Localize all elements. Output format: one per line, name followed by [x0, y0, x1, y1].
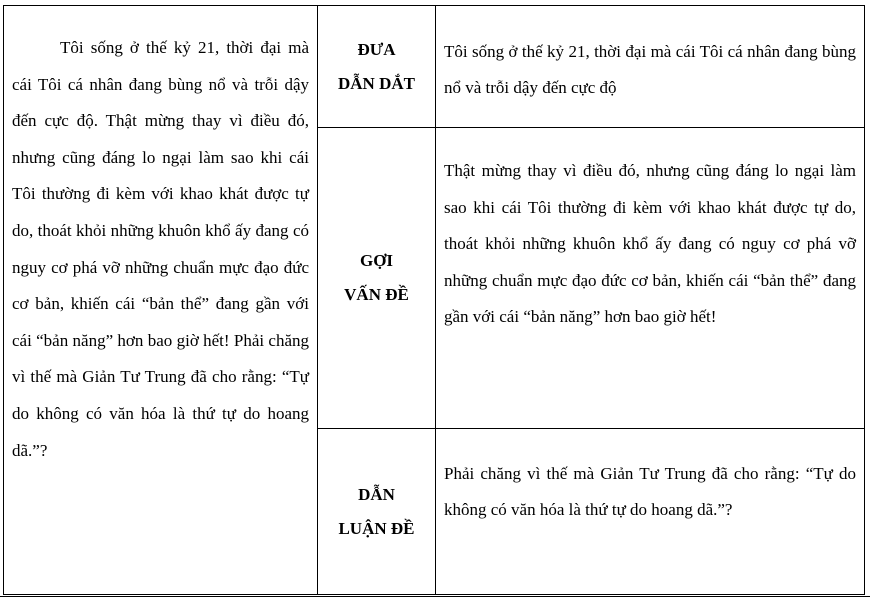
label-line-2: DẪN DẮT — [338, 73, 415, 93]
content-text: Tôi sống ở thế kỷ 21, thời đại mà cái Tôi cá nhân đang bùng nổ và trỗi dậy đến cực độ — [444, 42, 856, 97]
content-cell-dan-dat — [436, 6, 865, 128]
label-cell-dan-luan-de — [318, 429, 436, 595]
label-line-1: GỢI — [359, 251, 394, 270]
intro-paragraph-cell — [4, 6, 318, 595]
intro-paragraph: Tôi sống ở thế kỷ 21, thời đại mà cái Tôi cá nhân đang bùng nổ và trỗi dậy đến cực độ. Thật mừng thay vì điều đó, nhưng cũng đáng lo ngại làm sao khi cái Tôi thường đi kèm với khao khát được tự do, thoát khỏi những khuôn khổ ấy đang có nguy cơ phá vỡ những chuẩn mực đạo đức cơ bản, khiến cái “bản thể” đang gần với cái “bản năng” hơn bao giờ hết! Phải chăng vì thế mà Giản Tư Trung đã cho rằng: “Tự do không có văn hóa là thứ tự do hoang dã.”? — [12, 38, 309, 460]
label-line-2: VẤN ĐỀ — [344, 285, 409, 304]
content-cell-dan-luan-de — [436, 429, 865, 595]
content-text: Phải chăng vì thế mà Giản Tư Trung đã cho rằng: “Tự do không có văn hóa là thứ tự do hoang dã.”? — [444, 464, 856, 519]
label-line-1: DẪN — [358, 484, 395, 504]
essay-analysis-table — [3, 5, 865, 595]
label-line-2: LUẬN ĐỀ — [338, 518, 415, 538]
label-line-1: ĐƯA — [357, 39, 396, 59]
content-text: Thật mừng thay vì điều đó, nhưng cũng đáng lo ngại làm sao khi cái Tôi thường đi kèm với khao khát được tự do, thoát khỏi những khuôn khổ ấy đang có nguy cơ phá vỡ những chuẩn mực đạo đức cơ bản, khiến cái “bản thể” đang gần với cái “bản năng” hơn bao giờ hết! — [444, 161, 856, 326]
label-cell-goi-van-de — [318, 128, 436, 429]
table-row-intro — [4, 6, 865, 128]
content-cell-goi-van-de — [436, 128, 865, 429]
label-cell-dan-dat — [318, 6, 436, 128]
bottom-rule — [0, 596, 870, 597]
